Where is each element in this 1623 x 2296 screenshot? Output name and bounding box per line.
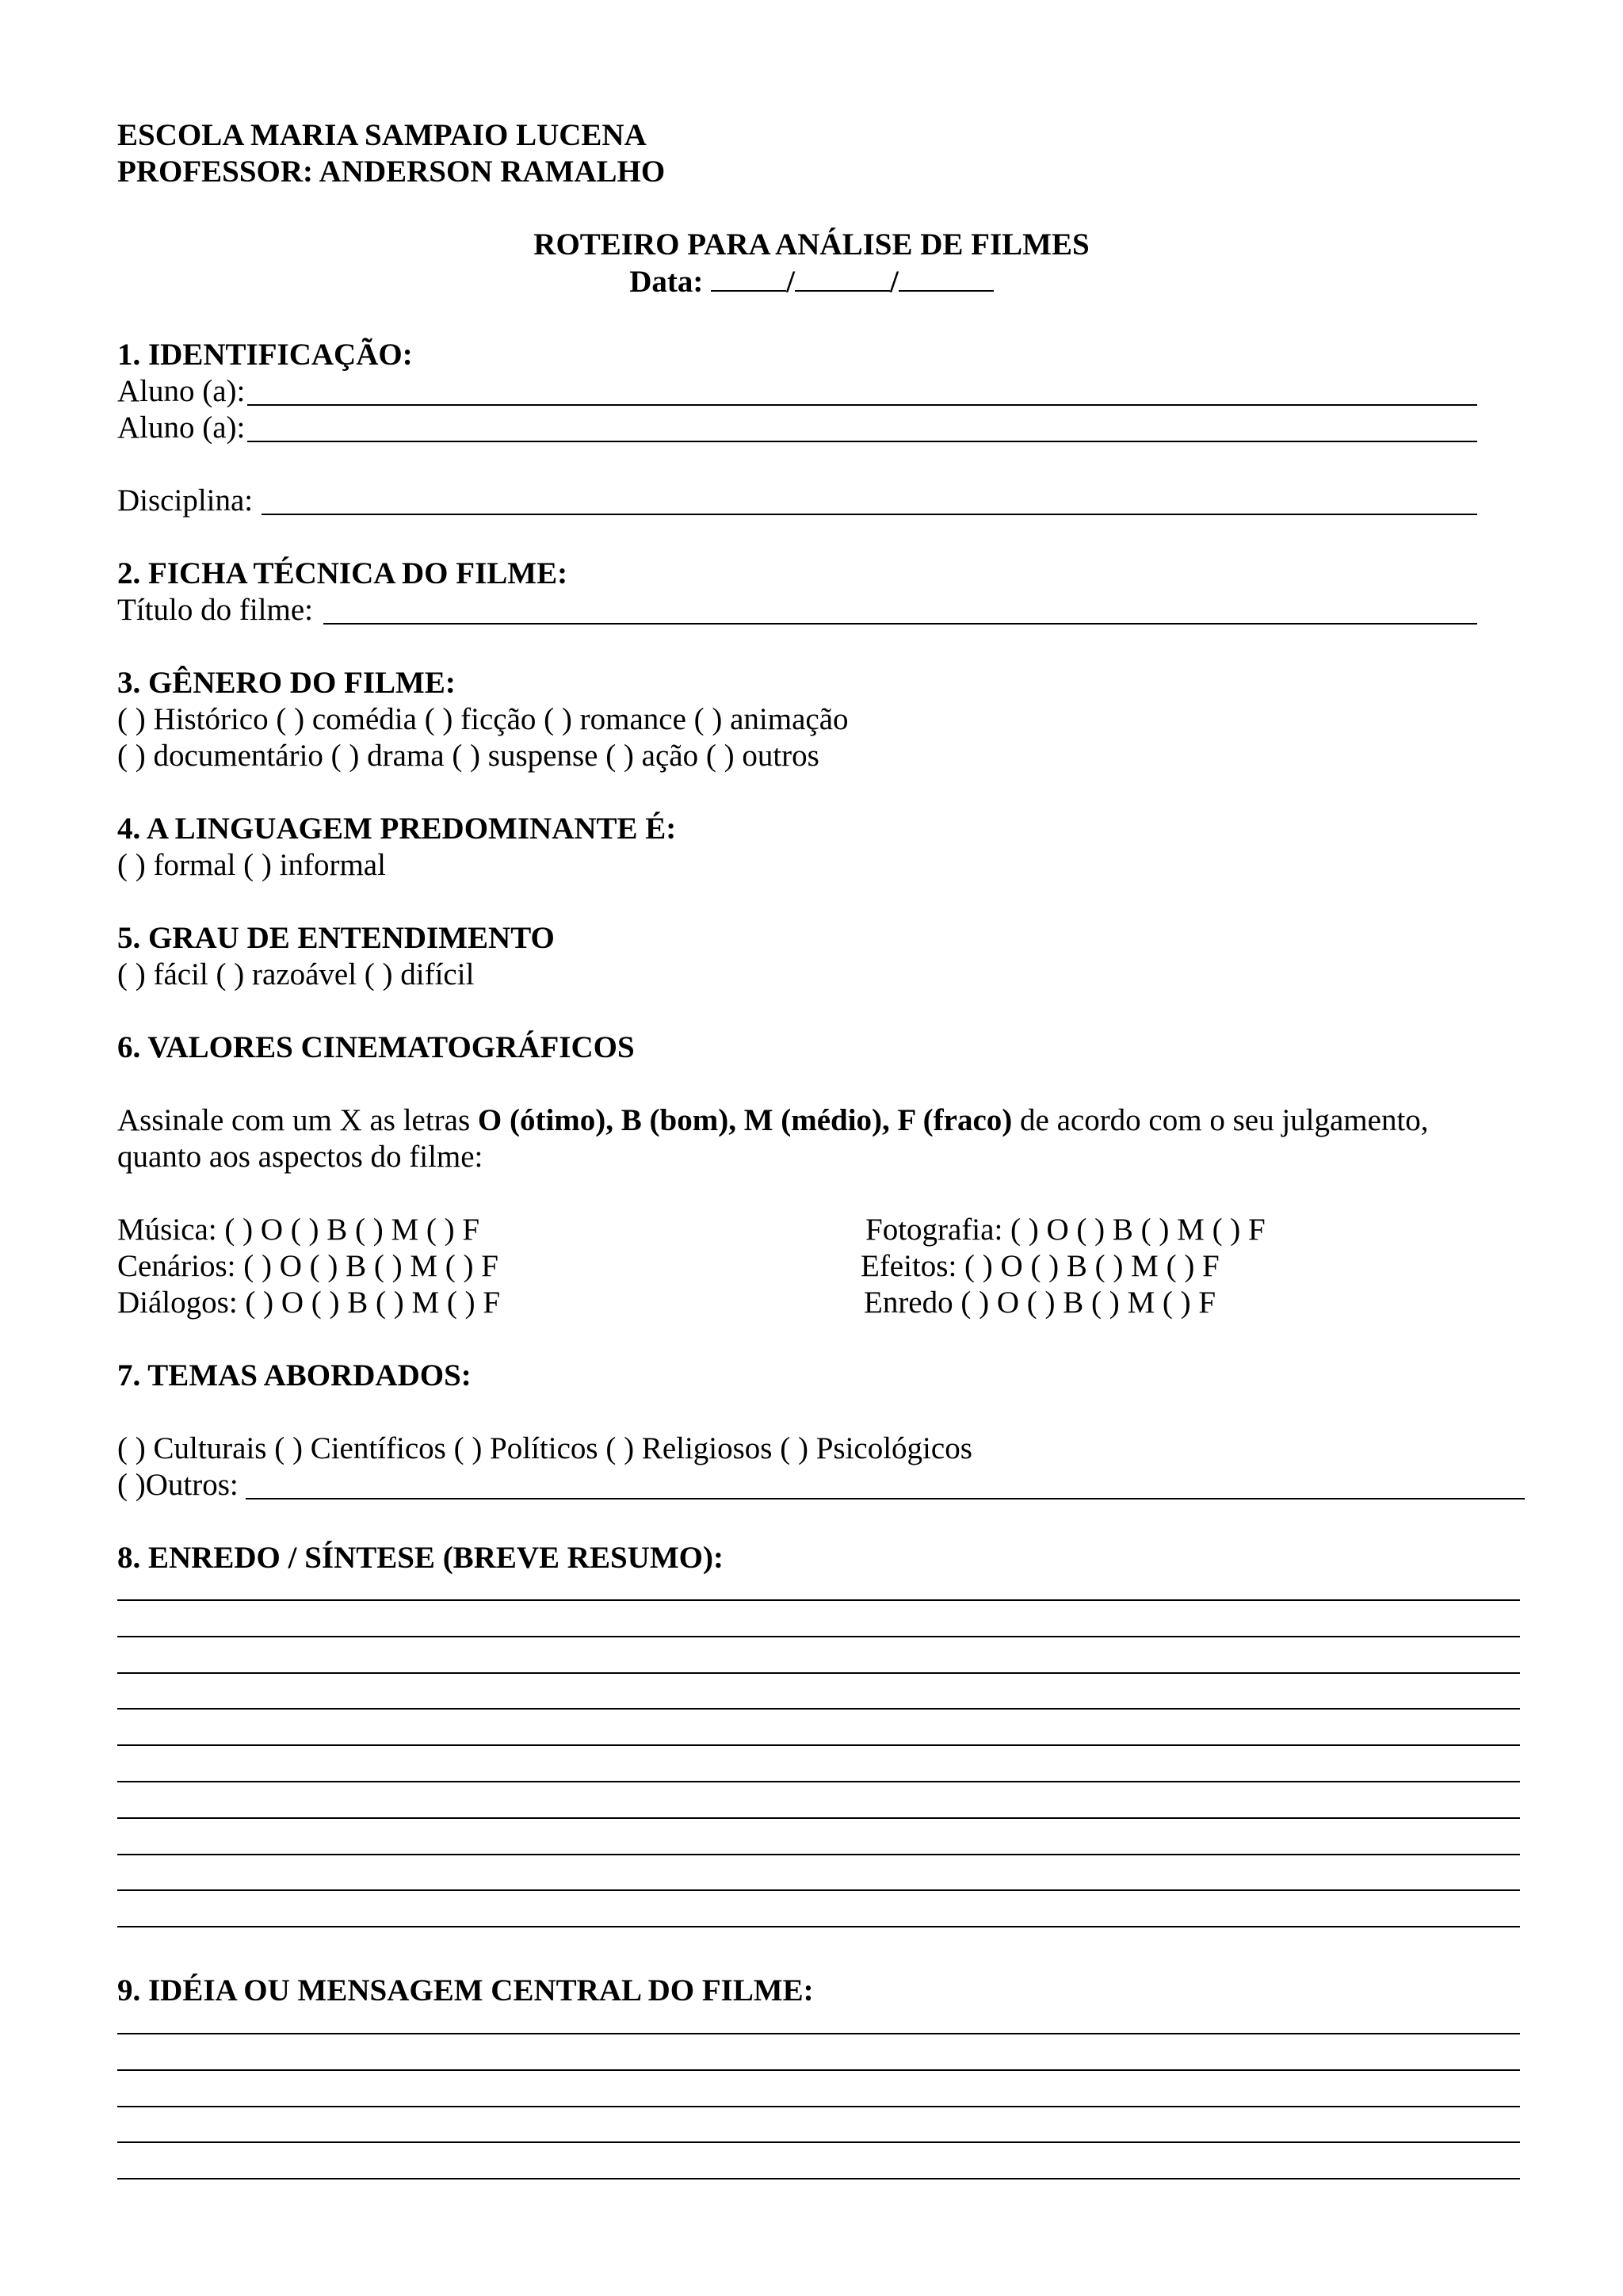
message-writing-line[interactable]: [117, 2069, 1520, 2071]
rating-scenery[interactable]: Cenários: ( ) O ( ) B ( ) M ( ) F: [117, 1249, 498, 1283]
date-year-blank[interactable]: [899, 265, 994, 292]
language-options[interactable]: ( ) formal ( ) informal: [117, 848, 386, 882]
genre-options-2[interactable]: ( ) documentário ( ) drama ( ) suspense ( ) ação ( ) outros: [117, 739, 819, 773]
date-month-blank[interactable]: [795, 265, 890, 292]
summary-writing-line[interactable]: [117, 1926, 1520, 1927]
student-2-field[interactable]: [247, 441, 1477, 442]
message-writing-line[interactable]: [117, 2141, 1520, 2143]
understanding-options[interactable]: ( ) fácil ( ) razoável ( ) difícil: [117, 957, 475, 991]
date-label: Data:: [629, 265, 704, 299]
section-2-heading: 2. FICHA TÉCNICA DO FILME:: [117, 556, 568, 590]
themes-options[interactable]: ( ) Culturais ( ) Científicos ( ) Políticos ( ) Religiosos ( ) Psicológicos: [117, 1431, 972, 1465]
summary-writing-line[interactable]: [117, 1817, 1520, 1819]
summary-writing-line[interactable]: [117, 1708, 1520, 1710]
summary-writing-line[interactable]: [117, 1889, 1520, 1891]
section-5-heading: 5. GRAU DE ENTENDIMENTO: [117, 921, 555, 955]
section-8-heading: 8. ENREDO / SÍNTESE (BREVE RESUMO):: [117, 1541, 724, 1575]
summary-writing-line[interactable]: [117, 1599, 1520, 1601]
message-writing-line[interactable]: [117, 2178, 1520, 2179]
document-title: ROTEIRO PARA ANÁLISE DE FILMES: [533, 227, 1090, 262]
rating-dialogues[interactable]: Diálogos: ( ) O ( ) B ( ) M ( ) F: [117, 1286, 501, 1320]
rating-music[interactable]: Música: ( ) O ( ) B ( ) M ( ) F: [117, 1213, 480, 1247]
date-separator: /: [889, 265, 899, 299]
discipline-label: Disciplina:: [117, 483, 254, 518]
student-1-label: Aluno (a):: [117, 374, 246, 408]
date-line: [0, 264, 1623, 300]
date-separator: /: [786, 265, 795, 299]
message-writing-line[interactable]: [117, 2106, 1520, 2107]
rating-photography[interactable]: Fotografia: ( ) O ( ) B ( ) M ( ) F: [865, 1213, 1266, 1247]
section-9-heading: 9. IDÉIA OU MENSAGEM CENTRAL DO FILME:: [117, 1973, 814, 2008]
rating-instructions: [117, 1102, 1429, 1139]
section-1-heading: 1. IDENTIFICAÇÃO:: [117, 338, 413, 372]
film-title-label: Título do filme:: [117, 593, 313, 627]
themes-others-label[interactable]: ( )Outros:: [117, 1468, 239, 1502]
section-3-heading: 3. GÊNERO DO FILME:: [117, 666, 456, 700]
film-title-field[interactable]: [323, 623, 1477, 625]
rating-plot[interactable]: Enredo ( ) O ( ) B ( ) M ( ) F: [864, 1286, 1216, 1320]
rating-scale: O (ótimo), B (bom), M (médio), F (fraco): [477, 1103, 1013, 1137]
summary-writing-line[interactable]: [117, 1672, 1520, 1674]
instruction-text: Assinale com um X as letras: [117, 1103, 478, 1137]
date-day-blank[interactable]: [711, 265, 786, 292]
genre-options-1[interactable]: ( ) Histórico ( ) comédia ( ) ficção ( ) romance ( ) animação: [117, 702, 849, 736]
school-name: ESCOLA MARIA SAMPAIO LUCENA: [117, 118, 647, 152]
summary-writing-line[interactable]: [117, 1781, 1520, 1782]
section-4-heading: 4. A LINGUAGEM PREDOMINANTE É:: [117, 812, 677, 846]
teacher-name: PROFESSOR: ANDERSON RAMALHO: [117, 155, 666, 189]
summary-writing-line[interactable]: [117, 1636, 1520, 1637]
section-7-heading: 7. TEMAS ABORDADOS:: [117, 1358, 472, 1392]
rating-instructions-2: quanto aos aspectos do filme:: [117, 1140, 483, 1174]
message-writing-line[interactable]: [117, 2033, 1520, 2034]
student-1-field[interactable]: [247, 404, 1477, 406]
themes-others-field[interactable]: [246, 1498, 1525, 1499]
summary-writing-line[interactable]: [117, 1854, 1520, 1855]
student-2-label: Aluno (a):: [117, 411, 246, 445]
discipline-field[interactable]: [262, 514, 1477, 515]
instruction-text: de acordo com o seu julgamento,: [1012, 1103, 1429, 1137]
section-6-heading: 6. VALORES CINEMATOGRÁFICOS: [117, 1030, 635, 1064]
summary-writing-line[interactable]: [117, 1744, 1520, 1746]
rating-effects[interactable]: Efeitos: ( ) O ( ) B ( ) M ( ) F: [861, 1249, 1220, 1283]
